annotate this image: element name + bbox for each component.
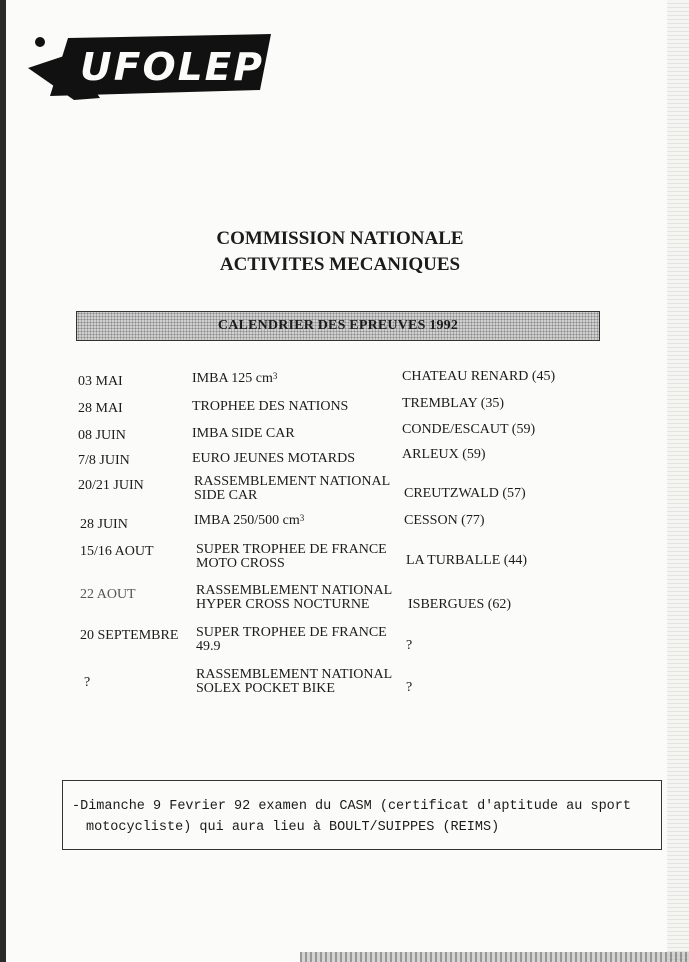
event-date: 20/21 JUIN xyxy=(78,478,144,493)
event-place: CREUTZWALD (57) xyxy=(404,486,526,501)
event-date: 28 JUIN xyxy=(80,517,128,532)
event-place: CHATEAU RENARD (45) xyxy=(402,369,556,384)
event-name: TROPHEE DES NATIONS xyxy=(192,399,349,414)
event-name: EURO JEUNES MOTARDS xyxy=(192,451,356,466)
event-name-line-2: SOLEX POCKET BIKE xyxy=(196,681,335,696)
event-place: ? xyxy=(406,680,413,695)
event-name: RASSEMBLEMENT NATIONAL xyxy=(196,667,393,682)
event-name: SUPER TROPHEE DE FRANCE xyxy=(196,542,387,557)
scan-bottom-edge xyxy=(300,952,689,962)
header-line-1: COMMISSION NATIONALE xyxy=(216,228,464,249)
ufolep-logo xyxy=(28,28,273,100)
event-date: 28 MAI xyxy=(78,401,123,416)
event-name: RASSEMBLEMENT NATIONAL xyxy=(194,474,391,489)
event-place: TREMBLAY (35) xyxy=(402,396,505,411)
event-place: CESSON (77) xyxy=(404,513,485,528)
event-name: IMBA 125 $cm^3$ xyxy=(192,371,278,386)
event-place: ? xyxy=(406,638,413,653)
event-name-line-2: HYPER CROSS NOCTURNE xyxy=(196,597,370,612)
notice-line-2: motocycliste) qui aura lieu à BOULT/SUIPPES (REIMS) xyxy=(86,820,500,835)
event-date: 08 JUIN xyxy=(78,428,126,443)
event-name: SUPER TROPHEE DE FRANCE xyxy=(196,625,387,640)
event-place: LA TURBALLE (44) xyxy=(406,553,528,568)
scan-right-edge xyxy=(667,0,689,962)
banner-title: CALENDRIER DES EPREUVES 1992 xyxy=(217,318,459,333)
calendar-banner xyxy=(76,311,600,341)
notice-text xyxy=(72,796,662,838)
event-place: ARLEUX (59) xyxy=(402,447,486,462)
event-place: CONDE/ESCAUT (59) xyxy=(402,422,536,437)
event-name: IMBA SIDE CAR xyxy=(192,426,295,441)
event-name-line-2: 49.9 xyxy=(196,639,221,654)
scan-left-edge xyxy=(0,0,6,962)
event-name: IMBA 250/500 $cm^3$ xyxy=(194,513,305,528)
notice-line-1: -Dimanche 9 Fevrier 92 examen du CASM (certificat d'aptitude au sport xyxy=(72,799,631,814)
event-name: RASSEMBLEMENT NATIONAL xyxy=(196,583,393,598)
event-date: 22 AOUT xyxy=(80,587,136,602)
event-date: 20 SEPTEMBRE xyxy=(80,628,179,643)
event-name-line-2: SIDE CAR xyxy=(194,488,258,503)
header xyxy=(150,226,530,278)
event-date: ? xyxy=(84,675,91,690)
event-date: 03 MAI xyxy=(78,374,123,389)
header-line-2: ACTIVITES MECANIQUES xyxy=(219,254,461,275)
event-place: ISBERGUES (62) xyxy=(408,597,512,612)
logo-text: UFOLEP xyxy=(80,45,264,89)
event-date: 15/16 AOUT xyxy=(80,544,154,559)
event-date: 7/8 JUIN xyxy=(78,453,130,468)
event-name-line-2: MOTO CROSS xyxy=(196,556,285,571)
